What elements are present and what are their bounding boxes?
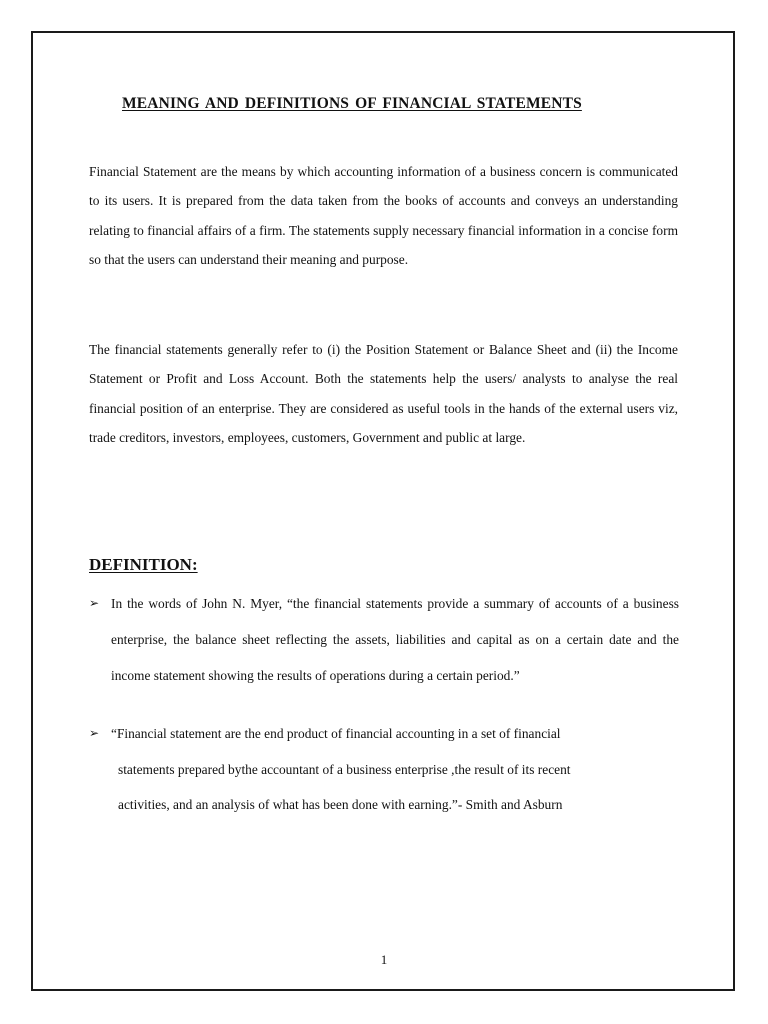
page-number: 1 [380, 952, 388, 967]
definition-heading: DEFINITION: [89, 555, 198, 574]
definition-item-myer [89, 586, 679, 693]
document-title: MEANING AND DEFINITIONS OF FINANCIAL STATEMENTS [122, 95, 582, 112]
arrow-bullet-icon: ➢ [89, 726, 100, 741]
definition-text-line-1: “Financial statement are the end product of financial accounting in a set of financial [111, 726, 561, 742]
definition-text: In the words of John N. Myer, “the financial statements provide a summary of accounts of a business enterprise, the balance sheet reflecting the assets, liabilities and capital as on a certain date and the income statement showing the results of operations during a certain period.” [111, 596, 679, 683]
definition-item-smith-asburn [89, 716, 679, 823]
paragraph-statements-scope: The financial statements generally refer to (i) the Position Statement or Balance Sheet and (ii) the Income Statement or Profit and Loss Account. Both the statements help the users/ analysts to analyse the real financial position of an enterprise. They are considered as useful tools in the hands of the external users viz, trade creditors, investors, employees, customers, Government and public at large. [89, 342, 678, 445]
definition-list [89, 586, 679, 823]
definition-text-line-3: activities, and an analysis of what has been done with earning.”- Smith and Asburn [118, 797, 563, 813]
arrow-bullet-icon: ➢ [89, 596, 100, 610]
definition-text-line-2: statements prepared bythe accountant of a business enterprise ,the result of its recent [118, 761, 571, 777]
paragraph-meaning: Financial Statement are the means by which accounting information of a business concern is communicated to its users. It is prepared from the data taken from the books of accounts and conveys an understanding relating to financial affairs of a firm. The statements supply necessary financial information in a concise form so that the users can understand their meaning and purpose. [89, 164, 678, 267]
